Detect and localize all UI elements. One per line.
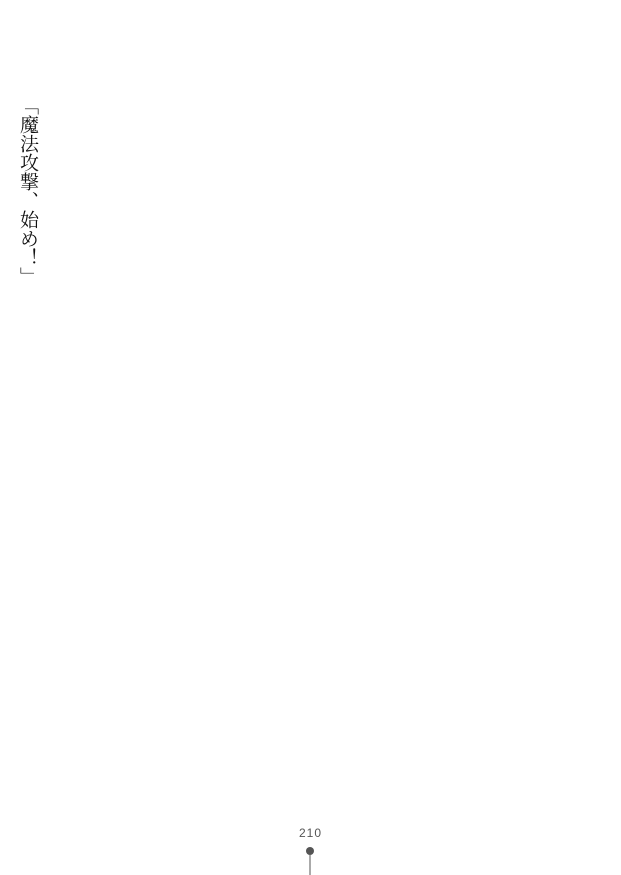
- page-number: 210: [298, 826, 323, 840]
- body-text: [0, 96, 103, 786]
- text-line: 「魔法攻撃、始め！」: [17, 96, 39, 286]
- page-ornament-icon: [305, 846, 315, 875]
